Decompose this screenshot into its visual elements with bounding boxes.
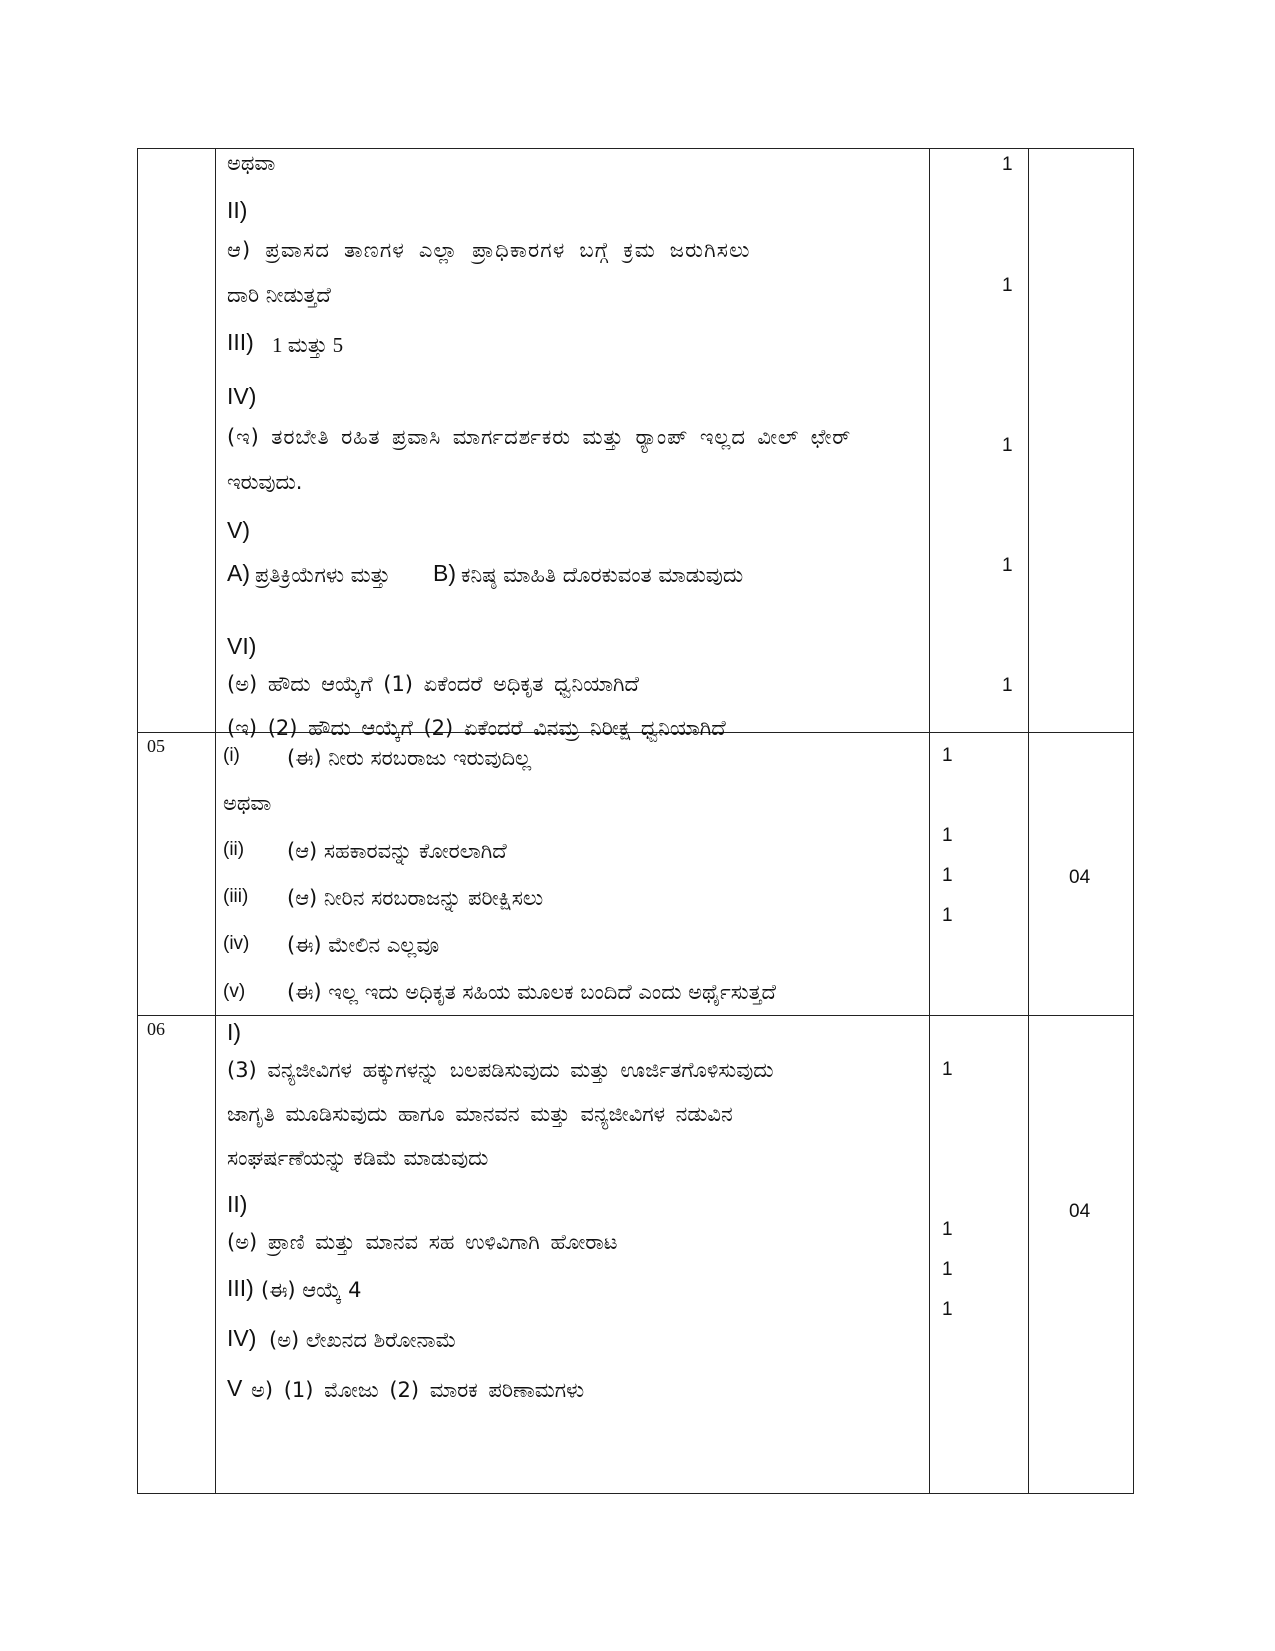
sub-question-label: IV) bbox=[227, 1325, 257, 1351]
column-divider bbox=[215, 148, 216, 1494]
column-divider bbox=[1028, 148, 1029, 1494]
answer-line: ಕನಿಷ್ಠ ಮಾಹಿತಿ ದೊರಕುವಂತ ಮಾಡುವುದು bbox=[461, 563, 744, 587]
answer-line: (ಈ) ಆಯ್ಕೆ 4 bbox=[261, 1278, 362, 1302]
answer-line: 1 ಮತ್ತು 5 bbox=[272, 333, 344, 357]
answer-line: ಆ) ಪ್ರವಾಸದ ತಾಣಗಳ ಎಲ್ಲಾ ಪ್ರಾಧಿಕಾರಗಳ ಬಗ್ಗೆ ಕ್ರಮ ಜರುಗಿಸಲು bbox=[227, 238, 751, 262]
answer-line: ಅಥವಾ bbox=[223, 791, 272, 815]
sub-question-label: II) bbox=[227, 1191, 248, 1217]
answer-line: (ಇ) (2) ಹೌದು ಆಯ್ಕೆಗೆ (2) ಏಕೆಂದರೆ ವಿನಮ್ರ ನಿರೀಕ್ಷ ಧ್ವನಿಯಾಗಿದೆ bbox=[227, 716, 726, 740]
answer-line: (ಆ) ನೀರಿನ ಸರಬರಾಜನ್ನು ಪರೀಕ್ಷಿಸಲು bbox=[287, 886, 544, 910]
answer-line: (ಅ) ಹೌದು ಆಯ್ಕೆಗೆ (1) ಏಕೆಂದರೆ ಅಧಿಕೃತ ಧ್ವನಿಯಾಗಿದೆ bbox=[227, 672, 639, 696]
sub-question-label: III) bbox=[227, 329, 254, 355]
mark-value: 1 bbox=[942, 1259, 953, 1280]
answer-line: ಸಂಘರ್ಷಣೆಯನ್ನು ಕಡಿಮೆ ಮಾಡುವುದು bbox=[227, 1146, 489, 1170]
mark-value: 1 bbox=[1002, 275, 1013, 296]
question-number: 06 bbox=[147, 1019, 165, 1039]
mark-value: 1 bbox=[1002, 555, 1013, 576]
answer-line: (ಈ) ನೀರು ಸರಬರಾಜು ಇರುವುದಿಲ್ಲ bbox=[287, 746, 532, 770]
total-marks: 04 bbox=[1069, 1201, 1091, 1222]
sub-question-label: (iv) bbox=[223, 933, 250, 954]
table-border-left bbox=[137, 148, 138, 1494]
sub-question-label: V bbox=[227, 1375, 243, 1401]
sub-question-label: (v) bbox=[223, 981, 246, 1002]
answer-line: (ಇ) ತರಬೇತಿ ರಹಿತ ಪ್ರವಾಸಿ ಮಾರ್ಗದರ್ಶಕರು ಮತ್ತು ರ್‍ಯಾಂಪ್ ಇಲ್ಲದ ವೀಲ್ ಛೇರ್ bbox=[227, 425, 852, 449]
answer-line: ಇರುವುದು. bbox=[227, 470, 303, 494]
answer-line: (ಅ) ಲೇಖನದ ಶಿರೋನಾಮೆ bbox=[269, 1328, 457, 1352]
answer-line: (ಆ) ಸಹಕಾರವನ್ನು ಕೋರಲಾಗಿದೆ bbox=[287, 839, 507, 863]
answer-line: (3) ವನ್ಯಜೀವಿಗಳ ಹಕ್ಕುಗಳನ್ನು ಬಲಪಡಿಸುವುದು ಮತ್ತು ಊರ್ಜಿತಗೊಳಿಸುವುದು bbox=[227, 1058, 774, 1082]
sub-question-label: VI) bbox=[227, 633, 257, 659]
question-number: 05 bbox=[147, 736, 165, 756]
sub-question-label: IV) bbox=[227, 383, 257, 409]
mark-value: 1 bbox=[1002, 435, 1013, 456]
sub-question-label: V) bbox=[227, 517, 250, 543]
mark-value: 1 bbox=[942, 1059, 953, 1080]
sub-question-label: (i) bbox=[223, 745, 240, 766]
mark-value: 1 bbox=[1002, 675, 1013, 696]
sub-question-label: (iii) bbox=[223, 886, 249, 907]
mark-value: 1 bbox=[942, 1219, 953, 1240]
mark-value: 1 bbox=[942, 1299, 953, 1320]
column-divider bbox=[929, 148, 930, 1494]
row-divider bbox=[137, 1015, 1134, 1016]
sub-question-label: III) bbox=[227, 1275, 254, 1301]
sub-question-label: (ii) bbox=[223, 839, 245, 860]
table-border-right bbox=[1133, 148, 1134, 1494]
sub-question-label: I) bbox=[227, 1019, 242, 1045]
answer-line: (ಈ) ಮೇಲಿನ ಎಲ್ಲವೂ bbox=[287, 933, 440, 957]
answer-line: (ಅ) ಪ್ರಾಣಿ ಮತ್ತು ಮಾನವ ಸಹ ಉಳಿವಿಗಾಗಿ ಹೋರಾಟ bbox=[227, 1230, 618, 1254]
total-marks: 04 bbox=[1069, 867, 1091, 888]
answer-line: (ಈ) ಇಲ್ಲ ಇದು ಅಧಿಕೃತ ಸಹಿಯ ಮೂಲಕ ಬಂದಿದೆ ಎಂದು ಅರ್ಥೈಸುತ್ತದೆ bbox=[287, 980, 776, 1004]
answer-line: ಅಥವಾ bbox=[227, 151, 276, 175]
table-border-top bbox=[137, 148, 1134, 149]
mark-value: 1 bbox=[942, 745, 953, 766]
mark-value: 1 bbox=[942, 825, 953, 846]
mark-value: 1 bbox=[942, 905, 953, 926]
answer-line: ಅ) (1) ಮೋಜು (2) ಮಾರಕ ಪರಿಣಾಮಗಳು bbox=[251, 1378, 585, 1402]
answer-line: ಜಾಗೃತಿ ಮೂಡಿಸುವುದು ಹಾಗೂ ಮಾನವನ ಮತ್ತು ವನ್ಯಜೀವಿಗಳ ನಡುವಿನ bbox=[227, 1102, 733, 1126]
answer-table bbox=[137, 148, 1134, 1494]
option-label: B) bbox=[433, 560, 456, 586]
table-border-bottom bbox=[137, 1493, 1134, 1494]
mark-value: 1 bbox=[942, 865, 953, 886]
sub-question-label: II) bbox=[227, 197, 248, 223]
answer-line: ಪ್ರತಿಕ್ರಿಯೆಗಳು ಮತ್ತು bbox=[255, 563, 391, 587]
option-label: A) bbox=[227, 560, 250, 586]
answer-line: ದಾರಿ ನೀಡುತ್ತದೆ bbox=[227, 283, 331, 307]
mark-value: 1 bbox=[1002, 154, 1013, 175]
